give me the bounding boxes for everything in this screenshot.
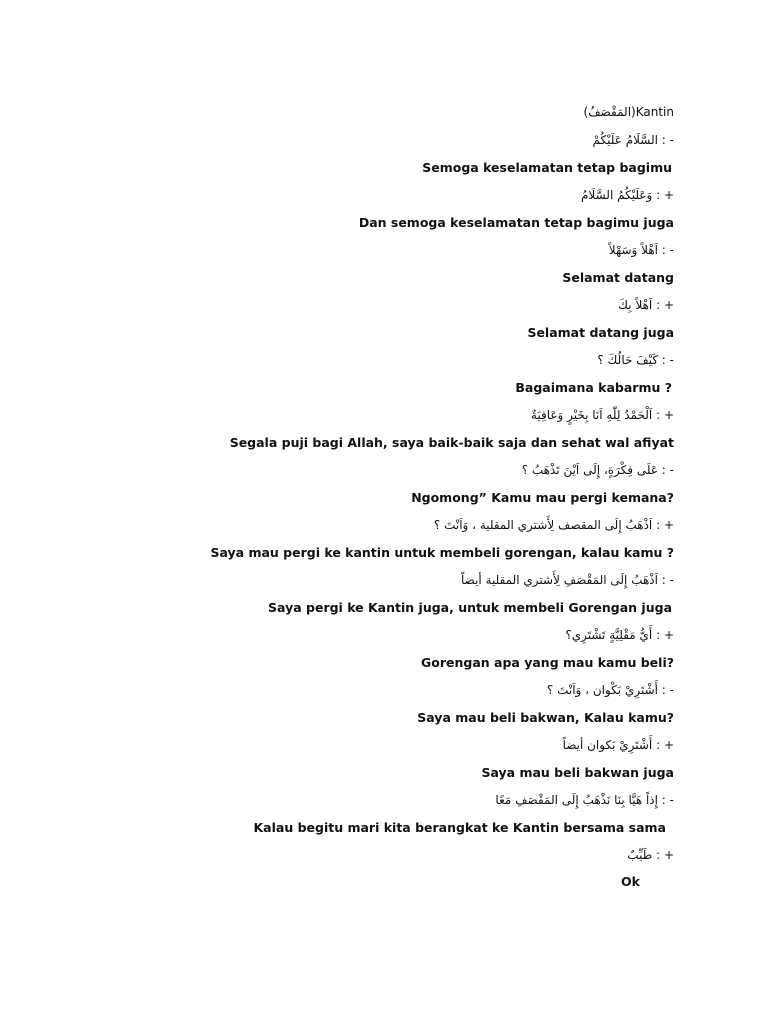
translation-line-11: Saya mau beli bakwan, Kalau kamu? xyxy=(417,710,674,725)
translation-line-4: Selamat datang juga xyxy=(527,325,674,340)
translation-line-2: Dan semoga keselamatan tetap bagimu juga xyxy=(358,215,674,230)
translation-line-7: Ngomong” Kamu mau pergi kemana? xyxy=(411,490,674,505)
arabic-line-6: اَلْحَمْدُ لِلّٰهِ اَنَا بِخَيْرٍ وَعَافِيَةٌ : + xyxy=(530,408,674,422)
arabic-line-8: اَذْهَبُ إِلَى المقصف لِأَشتري المقلية ، وَاَنْتَ ؟ : + xyxy=(433,518,674,532)
arabic-line-12: أَشْتَرِيْ بَكوان أيضاً : + xyxy=(562,738,674,752)
arabic-line-1: السَّلَامُ عَلَيْكُمْ : - xyxy=(592,133,674,147)
translation-line-12: Saya mau beli bakwan juga xyxy=(481,765,674,780)
translation-line-5: Bagaimana kabarmu ? xyxy=(515,380,672,395)
translation-line-10: Gorengan apa yang mau kamu beli? xyxy=(421,655,674,670)
arabic-line-2: وَعَلَيْكُمُ السَّلَامُ : + xyxy=(581,188,674,202)
arabic-line-7: عَلَى فِكْرَةٍ، إِلَى اَيْنَ تَذْهَبُ ؟ : - xyxy=(521,463,674,477)
translation-line-3: Selamat datang xyxy=(562,270,674,285)
arabic-line-5: كَيْفَ حَالُكَ ؟ : - xyxy=(597,353,674,367)
translation-line-1: Semoga keselamatan tetap bagimu xyxy=(422,160,672,175)
arabic-line-3: اَهْلاً وَسَهْلاً : - xyxy=(608,243,674,257)
translation-line-9: Saya pergi ke Kantin juga, untuk membeli Gorengan juga xyxy=(268,600,672,615)
dialogue-title: (المَقْصَفُ)Kantin xyxy=(583,105,674,119)
arabic-line-9: اَذْهَبُ إِلَى المَقْصَفِ لِأَشتري المقلية أيضاً : - xyxy=(461,573,674,587)
arabic-line-10: أَيُّ مَقْلِيَّةٍ تَشْتَرِي؟ : + xyxy=(565,628,674,642)
arabic-line-4: اَهْلاً بِكَ : + xyxy=(618,298,674,312)
translation-line-6: Segala puji bagi Allah, saya baik-baik saja dan sehat wal afiyat xyxy=(229,435,674,450)
arabic-line-11: أَشْتَرِيْ بَكْوان ، وَاَنْتَ ؟ : - xyxy=(546,683,674,697)
arabic-line-13: إِذاً هَيَّا بِنَا نَذْهَبُ إِلَى المَقْصَفِ مَعًا : - xyxy=(495,793,674,807)
arabic-line-14: طَيِّبٌ : + xyxy=(627,848,674,862)
translation-line-14: Ok xyxy=(621,874,640,889)
translation-line-8: Saya mau pergi ke kantin untuk membeli gorengan, kalau kamu ? xyxy=(210,545,674,560)
translation-line-13: Kalau begitu mari kita berangkat ke Kantin bersama sama xyxy=(253,820,666,835)
